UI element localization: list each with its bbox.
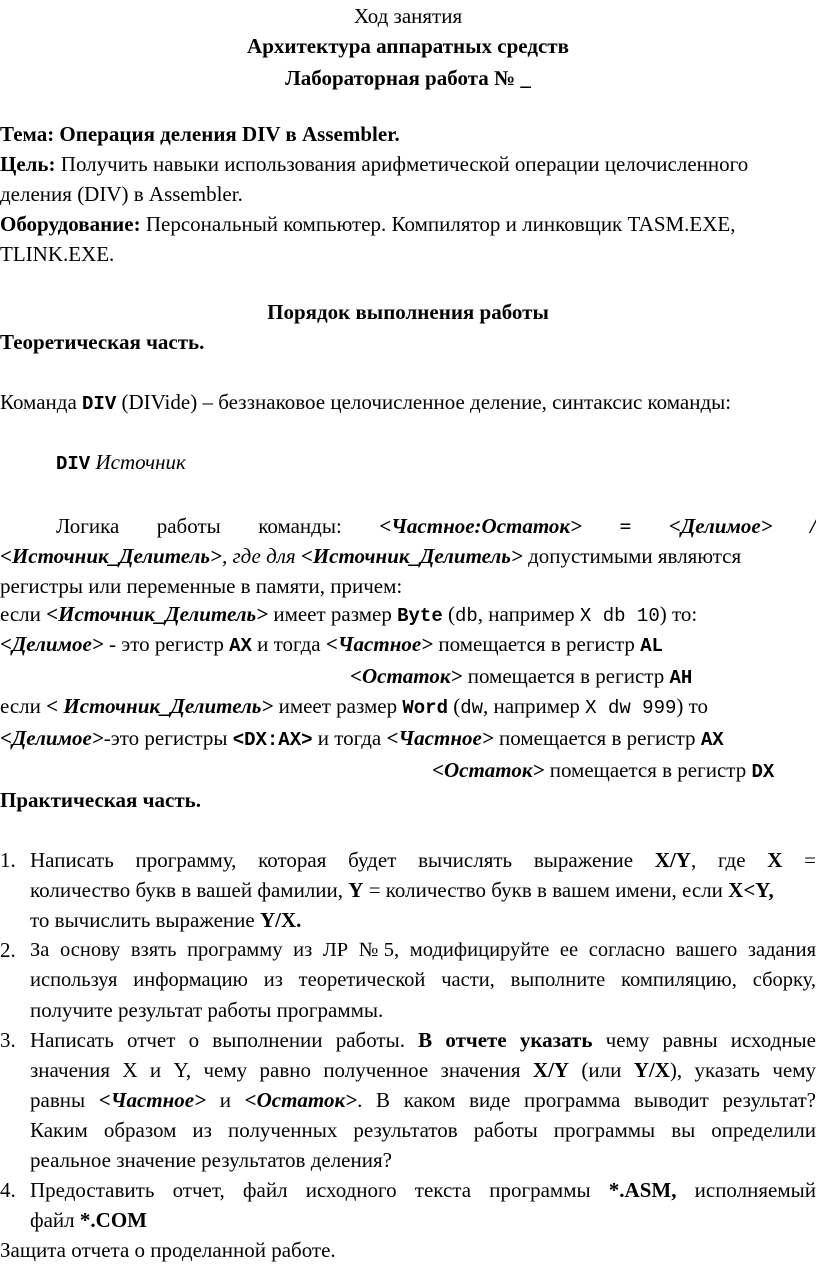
practice-item-4-number: 4. (0, 1178, 16, 1202)
logic-line-1: Логика работы команды: <Частное:Остаток> = <Делимое> / (56, 514, 816, 538)
practice-item-3-line-1: Написать отчет о выполнении работы. В отчете указать чему равны исходные (30, 1028, 816, 1052)
practice-item-3-line-3: равны <Частное> и <Остаток>. В каком виде программа выводит результат? (30, 1088, 816, 1112)
report-defense-line: Защита отчета о проделанной работе. (0, 1238, 336, 1262)
equipment-label: Оборудование: (0, 212, 141, 236)
byte-case-line-1: если <Источник_Делитель> имеет размер Byte (db, например X db 10) то: (0, 602, 698, 627)
syntax-line: DIV Источник (56, 450, 186, 475)
word-case-line-1: если < Источник_Делитель> имеет размер Word (dw, например X dw 999) то (0, 694, 709, 719)
equipment-line-2: TLINK.EXE. (0, 242, 115, 266)
word-case-line-2: <Делимое>-это регистры <DX:AX> и тогда <Частное> помещается в регистр AX (0, 726, 724, 751)
lesson-progress-heading: Ход занятия (353, 4, 463, 28)
practice-item-2-line-3: получите результат работы программы. (30, 998, 384, 1022)
practice-item-3-line-2: значения X и Y, чему равно полученное значения X/Y (или Y/X), указать чему (30, 1058, 816, 1082)
byte-case-line-2: <Делимое> - это регистр AX и тогда <Частное> помещается в регистр AL (0, 632, 663, 657)
practice-item-1-line-3: то вычислить выражение Y/X. (30, 908, 302, 932)
logic-line-2: <Источник_Делитель>, где для <Источник_Делитель> допустимыми являются (0, 544, 742, 568)
topic-line: Тема: Операция деления DIV в Assembler. (0, 122, 400, 146)
practice-item-4-line-2: файл *.COM (30, 1208, 147, 1232)
practice-item-3-line-5: реальное значение результатов деления? (30, 1148, 392, 1172)
practice-item-2-line-1: За основу взять программу из ЛР №5, модифицируйте ее согласно вашего задания (30, 939, 816, 961)
practice-item-2-number: 2. (0, 938, 16, 962)
practice-item-3-line-4: Каким образом из полученных результатов работы программы вы определили (30, 1118, 816, 1142)
practice-item-1-line-1: Написать программу, которая будет вычислять выражение X/Y, где X = (30, 848, 816, 872)
course-title: Архитектура аппаратных средств (247, 34, 569, 58)
goal-line-1: Цель: Получить навыки использования арифметической операции целочисленного (0, 152, 749, 176)
practice-item-2-line-2: используя информацию из теоретической части, выполните компиляцию, сборку, (30, 969, 816, 991)
procedure-title: Порядок выполнения работы (267, 300, 549, 324)
goal-label: Цель: (0, 152, 56, 176)
logic-line-3: регистры или переменные в памяти, причем: (0, 574, 403, 598)
practice-title: Практическая часть. (0, 788, 201, 812)
practice-item-3-number: 3. (0, 1028, 16, 1052)
practice-item-1-number: 1. (0, 848, 16, 872)
lab-title: Лабораторная работа № _ (285, 66, 531, 90)
byte-case-line-3: <Остаток> помещается в регистр AH (350, 664, 693, 689)
div-keyword: DIV (82, 393, 117, 415)
word-case-line-3: <Остаток> помещается в регистр DX (432, 758, 775, 783)
goal-line-2: деления (DIV) в Assembler. (0, 182, 243, 206)
command-description: Команда DIV (DIVide) – беззнаковое целочисленное деление, синтаксис команды: (0, 390, 732, 415)
practice-item-4-line-1: Предоставить отчет, файл исходного текста программы *.ASM, исполняемый (30, 1178, 816, 1202)
theory-title: Теоретическая часть. (0, 330, 205, 354)
equipment-line-1: Оборудование: Персональный компьютер. Компилятор и линковщик TASM.EXE, (0, 212, 736, 236)
practice-item-1-line-2: количество букв в вашей фамилии, Y = количество букв в вашем имени, если X<Y, (30, 878, 774, 902)
